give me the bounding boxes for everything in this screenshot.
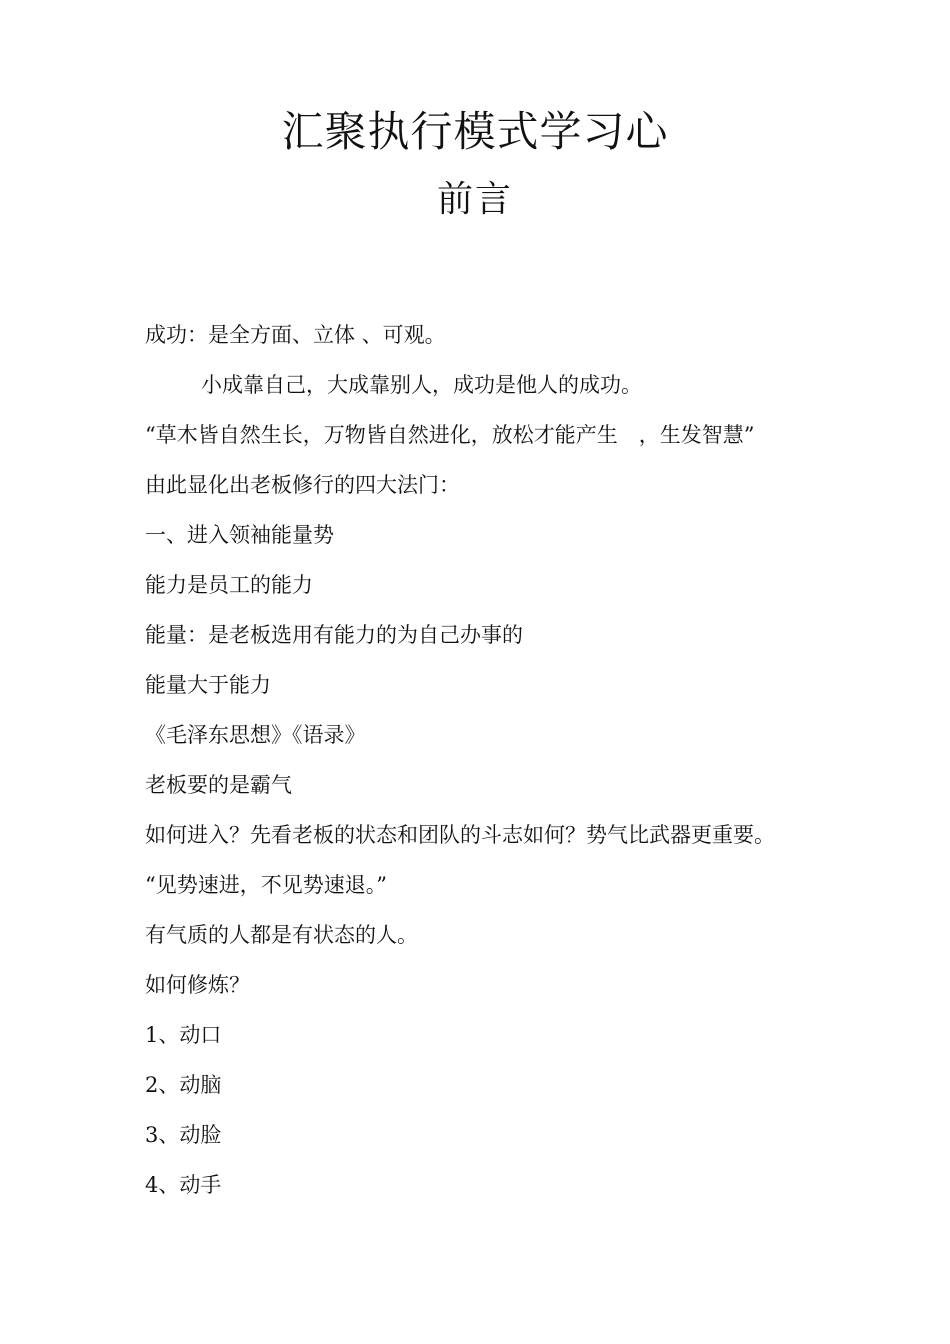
paragraph-line: 《毛泽东思想》《语录》 bbox=[145, 723, 366, 747]
document-title: 汇聚执行模式学习心 bbox=[281, 107, 669, 156]
list-item: 2、动脑 bbox=[145, 1073, 222, 1097]
paragraph-line: 能量大于能力 bbox=[145, 673, 271, 697]
list-item: 3、动脸 bbox=[145, 1123, 222, 1147]
list-item: 1、动口 bbox=[145, 1023, 222, 1047]
paragraph-line: 成功：是全方面、立体 、可观。 bbox=[145, 323, 446, 347]
document-body bbox=[145, 318, 845, 1218]
paragraph-line: 由此显化出老板修行的四大法门： bbox=[145, 473, 460, 497]
paragraph-line: 如何修炼？ bbox=[145, 973, 250, 997]
paragraph-line: “见势速进，不见势速退。” bbox=[145, 873, 387, 897]
document-subtitle: 前言 bbox=[436, 179, 513, 220]
paragraph-line: 有气质的人都是有状态的人。 bbox=[145, 923, 418, 947]
paragraph-line: 能力是员工的能力 bbox=[145, 573, 313, 597]
paragraph-line: “草木皆自然生长，万物皆自然进化，放松才能产生 ，生发智慧” bbox=[145, 423, 755, 447]
paragraph-line: 老板要的是霸气 bbox=[145, 773, 292, 797]
section-heading: 一、进入领袖能量势 bbox=[145, 523, 334, 547]
paragraph-line: 小成靠自己，大成靠别人，成功是他人的成功。 bbox=[201, 373, 642, 397]
paragraph-line: 如何进入？先看老板的状态和团队的斗志如何？势气比武器更重要。 bbox=[145, 823, 775, 847]
list-item: 4、动手 bbox=[145, 1173, 222, 1197]
paragraph-line: 能量：是老板选用有能力的为自己办事的 bbox=[145, 623, 523, 647]
